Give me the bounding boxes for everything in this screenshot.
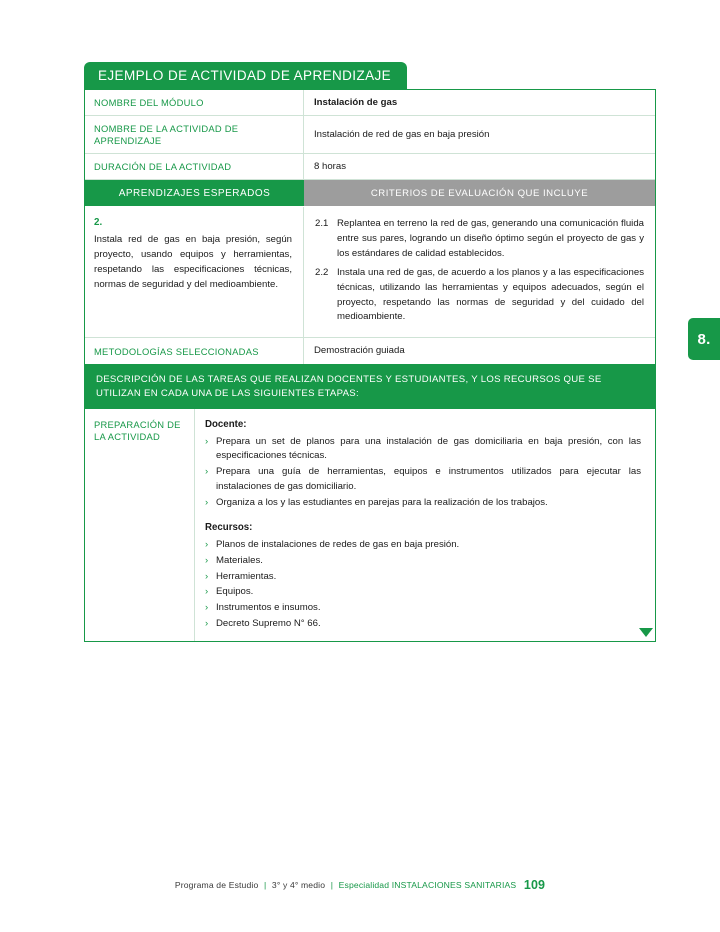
table-row	[85, 116, 655, 154]
list-item-text: Materiales.	[216, 554, 263, 566]
row-value: 8 horas	[314, 160, 346, 172]
list-item-text: Planos de instalaciones de redes de gas en baja presión.	[216, 538, 460, 550]
criterion-item	[315, 266, 644, 325]
objective-text: Instala red de gas en baja presión, según proyecto, usando equipos y herramientas, respetando las especificaciones técnicas, normas de seguridad y del medioambiente.	[94, 234, 292, 290]
teacher-task-list	[205, 435, 641, 511]
row-label: METODOLOGÍAS SELECCIONADAS	[85, 338, 304, 363]
header-criterios-evaluacion: CRITERIOS DE EVALUACIÓN QUE INCLUYE	[304, 180, 655, 206]
chevron-right-icon: ›	[205, 554, 209, 566]
preparation-row	[85, 409, 655, 641]
page-number: 109	[523, 878, 546, 892]
list-item	[205, 617, 641, 632]
criterion-item	[315, 217, 644, 262]
resources-list	[205, 538, 641, 632]
footer-level: 3° y 4° medio	[271, 880, 326, 890]
footer-separator: |	[263, 880, 267, 890]
continuation-triangle-icon	[639, 628, 653, 637]
section-tab-label: 8.	[697, 330, 711, 348]
preparation-label: PREPARACIÓN DE LA ACTIVIDAD	[85, 409, 195, 641]
resources-heading: Recursos:	[205, 521, 253, 533]
list-item	[205, 570, 641, 585]
criterion-text: Replantea en terreno la red de gas, generando una comunicación fluida entre sus pares, logrando un diseño óptimo según el proyecto de gas y los estándares de calidad establecidos.	[337, 218, 644, 259]
objective-cell	[85, 207, 304, 337]
column-headers	[85, 180, 655, 207]
objective-criteria-row	[85, 207, 655, 338]
row-label: DURACIÓN DE LA ACTIVIDAD	[85, 154, 304, 179]
preparation-body	[195, 409, 655, 641]
list-item	[205, 538, 641, 553]
list-item-text: Equipos.	[216, 586, 254, 598]
footer-separator: |	[330, 880, 334, 890]
criterion-number: 2.1	[315, 218, 329, 230]
row-value: Instalación de red de gas en baja presión	[314, 128, 490, 140]
list-item	[205, 496, 641, 511]
row-label: NOMBRE DE LA ACTIVIDAD DE APRENDIZAJE	[85, 116, 304, 153]
table-row	[85, 154, 655, 180]
description-banner: DESCRIPCIÓN DE LAS TAREAS QUE REALIZAN DOCENTES Y ESTUDIANTES, Y LOS RECURSOS QUE SE UTILIZAN EN CADA UNA DE LAS SIGUIENTES ETAPAS:	[84, 365, 656, 410]
list-item-text: Organiza a los y las estudiantes en parejas para la realización de los trabajos.	[216, 496, 548, 508]
criterion-number: 2.2	[315, 266, 329, 278]
list-item	[205, 435, 641, 465]
page-footer	[0, 878, 720, 892]
footer-specialty: Especialidad INSTALACIONES SANITARIAS	[338, 880, 517, 890]
row-value: Demostración guiada	[314, 345, 405, 357]
table-row	[85, 90, 655, 116]
list-item	[205, 585, 641, 600]
activity-table	[84, 89, 656, 365]
list-item	[205, 601, 641, 616]
preparation-table	[84, 409, 656, 642]
footer-program: Programa de Estudio	[174, 880, 259, 890]
list-item-text: Prepara un set de planos para una instalación de gas domiciliaria en baja presión, con las especificaciones técnicas.	[216, 435, 641, 462]
activity-sheet	[84, 62, 656, 642]
header-aprendizajes-esperados: APRENDIZAJES ESPERADOS	[85, 180, 304, 206]
row-label: NOMBRE DEL MÓDULO	[85, 90, 304, 115]
chevron-right-icon: ›	[205, 586, 209, 598]
list-item	[205, 554, 641, 569]
teacher-heading: Docente:	[205, 418, 247, 430]
table-row-methodology	[85, 338, 655, 363]
row-value: Instalación de gas	[314, 96, 398, 108]
list-item	[205, 465, 641, 495]
list-item-text: Prepara una guía de herramientas, equipos e instrumentos utilizados para ejecutar las instalaciones de gas domiciliario.	[216, 466, 641, 493]
chevron-right-icon: ›	[205, 496, 209, 508]
chevron-right-icon: ›	[205, 435, 209, 447]
list-item-text: Herramientas.	[216, 570, 277, 582]
section-tab-marker	[688, 318, 720, 360]
chevron-right-icon: ›	[205, 602, 209, 614]
chevron-right-icon: ›	[205, 466, 209, 478]
chevron-right-icon: ›	[205, 570, 209, 582]
list-item-text: Decreto Supremo N° 66.	[216, 618, 321, 630]
chevron-right-icon: ›	[205, 618, 209, 630]
list-item-text: Instrumentos e insumos.	[216, 602, 321, 614]
criteria-cell	[304, 207, 655, 337]
objective-number: 2.	[94, 217, 103, 229]
chevron-right-icon: ›	[205, 538, 209, 550]
criterion-text: Instala una red de gas, de acuerdo a los planos y a las especificaciones técnicas, utilizando las herramientas y equipos adecuados, según el proyecto, respetando las normas de seguridad y del cuidado del medioambiente.	[337, 266, 644, 323]
page-title: EJEMPLO DE ACTIVIDAD DE APRENDIZAJE	[84, 62, 407, 90]
